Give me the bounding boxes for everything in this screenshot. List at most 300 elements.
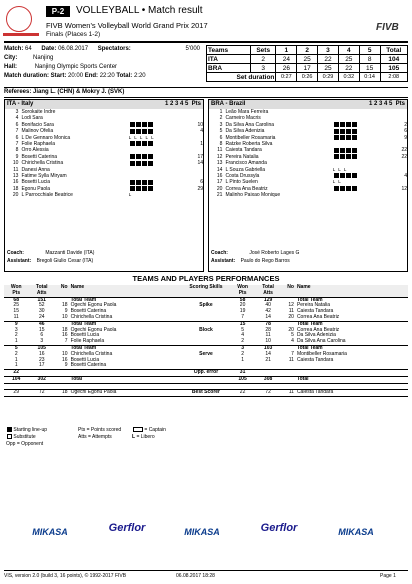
set-marker bbox=[334, 129, 339, 134]
set-marker bbox=[148, 122, 153, 127]
perf-cell: 16 bbox=[62, 332, 68, 339]
player-name: Malinov Ofelia bbox=[21, 128, 54, 135]
player-number: 11 bbox=[217, 147, 223, 154]
set-marker bbox=[334, 154, 339, 159]
set-marker bbox=[130, 180, 135, 185]
pts-header: Pts bbox=[395, 101, 405, 107]
perf-cell: Ogechi Egonu Paola bbox=[70, 388, 117, 395]
score-cell: 26 bbox=[276, 64, 297, 73]
perf-cell: 3 bbox=[241, 344, 244, 351]
perf-cell: 2 bbox=[14, 350, 18, 357]
footer-page: Page 1 bbox=[380, 573, 396, 579]
perf-cell: 4 bbox=[291, 338, 294, 345]
set-marker bbox=[148, 141, 153, 146]
set-marker bbox=[130, 186, 135, 191]
set-marker bbox=[142, 180, 147, 185]
perf-cell: 72 bbox=[265, 388, 271, 395]
player-sets: L L L L L bbox=[128, 134, 155, 140]
perf-cell: 11 bbox=[288, 356, 294, 363]
player-name: Malinho Paixao Monique bbox=[225, 192, 281, 199]
perf-cell: 22 bbox=[13, 369, 19, 376]
perf-cell: 20 bbox=[288, 326, 294, 333]
perf-cell: 21 bbox=[265, 356, 271, 363]
perf-cell: Bosetti Lucia bbox=[70, 332, 100, 339]
score-header-cell: 2 bbox=[297, 46, 318, 55]
set-marker bbox=[352, 148, 357, 153]
match-info: Match: 64 Date: 06.08.2017 Spectators: 5'000 City: Nanjing Hall: Nanjing Olympic Sports Center Match duration: Start: 20:00 End: 22:20 Total: 2:20 bbox=[4, 46, 200, 79]
perf-cell: 78 bbox=[265, 320, 271, 327]
captain-swatch bbox=[133, 427, 143, 432]
perf-cell bbox=[281, 376, 297, 383]
set-marker bbox=[130, 122, 135, 127]
perf-cell: 7 bbox=[291, 350, 294, 357]
player-name: Bosetti Lucia bbox=[21, 179, 51, 186]
player-number: 13 bbox=[12, 173, 19, 180]
score-header-cell: 4 bbox=[338, 46, 359, 55]
player-points: 9 bbox=[404, 134, 407, 141]
perf-skill: Serve bbox=[199, 350, 213, 357]
perf-cell bbox=[71, 370, 182, 377]
player-name: Costa Drussyla bbox=[225, 173, 260, 180]
perf-cell: 2 bbox=[241, 350, 244, 357]
footer-date: 06.08.2017 18:28 bbox=[176, 573, 215, 579]
player-name: Bonifacio Sara bbox=[21, 121, 54, 128]
perf-cell: 24 bbox=[38, 313, 45, 320]
perf-cell: 105 bbox=[238, 375, 247, 382]
info-rule bbox=[4, 87, 408, 88]
referees: Referees: Jiang L. (CHN) & Mokry J. (SVK) bbox=[4, 89, 125, 95]
perf-cell: 23 bbox=[38, 356, 45, 363]
header-rule bbox=[4, 41, 408, 43]
score-cell: 25 bbox=[297, 55, 318, 64]
set-duration-cell: 0:26 bbox=[297, 73, 318, 82]
perf-cell: 4 bbox=[241, 332, 244, 339]
player-number: 1 bbox=[219, 109, 223, 115]
perf-cell: Bosetti Caterina bbox=[70, 308, 107, 315]
set-marker bbox=[340, 122, 345, 127]
set-marker bbox=[346, 148, 351, 153]
player-name: Carneiro Macris bbox=[225, 115, 261, 122]
set-duration-cell: 0:14 bbox=[359, 73, 380, 82]
perf-cell: 6 bbox=[40, 332, 44, 339]
set-marker bbox=[334, 173, 339, 178]
legend: Starting line-up Pts = Points scored = Captain Substitute Atts = Attempts L = Libero Opp = Opponent bbox=[6, 427, 166, 447]
score-cell: 104 bbox=[380, 55, 407, 64]
perf-cell: 25 bbox=[13, 302, 19, 309]
set-marker bbox=[148, 154, 153, 159]
perf-cell: Total Team bbox=[296, 296, 323, 303]
player-name: Pereira Natalia bbox=[225, 153, 259, 160]
player-number: 7 bbox=[15, 128, 19, 135]
score-header-cell: 3 bbox=[318, 46, 339, 55]
roster-ita: ITA - Italy 1 2 3 4 5 Pts 3 Sorokaite Indre 4 Lodi Sara 6 Bonifacio Sara 10 7 Malinov Ofelia 4 6 L De Gennaro Monica L L L L L 7 Folie Raphaela 1 8 Orro Alessia 9 Bosetti Caterina 17 10 Chirichella Cristina 14 11 Danesi Anna 13 Fatime Sylla Miryam 16 Bosetti Lucia 6 18 Egonu Paola 29 20 L Parrocchiale Beatrice L Coach: Mazzanti Davide (ITA) Assistant: Bregoli Giulio Cesar (ITA) bbox=[4, 99, 204, 272]
score-cell: 3 bbox=[251, 64, 276, 73]
competition: FIVB Women's Volleyball World Grand Prix 2017 bbox=[46, 21, 208, 30]
perf-cell: 11 bbox=[288, 388, 294, 395]
player-name: Correa Ana Beatriz bbox=[225, 185, 268, 192]
sets-header: 1 2 3 4 5 bbox=[164, 101, 189, 107]
sponsor-gerflor-1: Gerflor bbox=[108, 522, 146, 534]
set-marker bbox=[142, 122, 147, 127]
perf-cell: Ogechi Egonu Paola bbox=[70, 326, 117, 333]
perf-cell: 1 bbox=[14, 362, 18, 369]
perf-cell: 10 bbox=[62, 350, 68, 357]
perf-cell: Caiesta Tandara bbox=[296, 388, 334, 395]
perf-cell: 5 bbox=[291, 332, 294, 339]
player-number: 8 bbox=[15, 147, 19, 154]
score-cell: 25 bbox=[318, 64, 339, 73]
footer-version: VIS, version 2.0 (build 3, 16 points), © 1992-2017 FIVB bbox=[4, 573, 127, 579]
perf-cell: No bbox=[60, 284, 68, 290]
player-number: 12 bbox=[216, 153, 223, 160]
perf-skill: Block bbox=[199, 326, 213, 333]
substitute-swatch bbox=[7, 434, 12, 439]
perf-cell: 29 bbox=[13, 388, 19, 395]
player-points: 1 bbox=[200, 141, 203, 148]
perf-cell: Total Team bbox=[296, 344, 323, 351]
set-marker bbox=[352, 129, 357, 134]
perf-cell: Pts bbox=[12, 289, 21, 296]
set-marker bbox=[136, 161, 141, 166]
set-marker bbox=[346, 122, 351, 127]
referees-rule bbox=[4, 97, 408, 98]
set-duration-cell: 2:08 bbox=[380, 73, 407, 82]
player-points: 6 bbox=[404, 128, 407, 135]
player-points: 10 bbox=[197, 121, 203, 128]
player-name: L Pinto Suelen bbox=[225, 179, 258, 186]
set-marker bbox=[352, 122, 357, 127]
perf-cell: 46 bbox=[38, 320, 45, 327]
player-name: Danesi Anna bbox=[21, 166, 50, 173]
perf-cell: 12 bbox=[288, 302, 294, 309]
perf-cell: 5 bbox=[241, 326, 244, 333]
perf-cell: Pts bbox=[238, 289, 247, 296]
perf-cell: 18 bbox=[62, 326, 68, 333]
player-name: Da Silva Ana Carolina bbox=[225, 121, 275, 128]
perf-cell: Won bbox=[10, 284, 22, 290]
set-marker bbox=[340, 135, 345, 140]
player-number: 6 bbox=[15, 121, 19, 128]
player-name: Francisco Amanda bbox=[225, 160, 267, 167]
set-marker bbox=[352, 135, 357, 140]
set-marker bbox=[340, 186, 345, 191]
player-points: 4 bbox=[200, 128, 203, 135]
score-header-cell: 1 bbox=[276, 46, 297, 55]
score-cell: 15 bbox=[359, 64, 380, 73]
perf-cell: 2 bbox=[14, 332, 18, 339]
perf-cell: Caiesta Tandara bbox=[296, 356, 334, 363]
perf-cell: 14 bbox=[265, 350, 271, 357]
player-number: 18 bbox=[12, 185, 19, 192]
perf-cell: Total bbox=[35, 284, 48, 290]
set-marker bbox=[136, 180, 141, 185]
page-title: VOLLEYBALL • Match result bbox=[76, 5, 203, 16]
set-marker bbox=[334, 148, 339, 153]
player-number: 2 bbox=[219, 115, 223, 122]
player-points: 12 bbox=[401, 185, 407, 192]
set-marker bbox=[352, 186, 357, 191]
perf-cell: 104 bbox=[12, 375, 21, 382]
perf-cell: 15 bbox=[239, 320, 246, 327]
player-number: 10 bbox=[12, 160, 19, 167]
player-points bbox=[184, 192, 203, 198]
player-number: 5 bbox=[219, 128, 223, 135]
perf-cell: 129 bbox=[263, 296, 273, 303]
perf-cell bbox=[281, 370, 297, 377]
set-duration-cell: 0:27 bbox=[276, 73, 297, 82]
perf-skill: Scoring Skills bbox=[189, 284, 223, 290]
perf-cell: 31 bbox=[239, 369, 246, 376]
perf-cell: 151 bbox=[37, 296, 46, 303]
player-sets bbox=[333, 192, 389, 198]
set-marker bbox=[130, 154, 135, 159]
perf-cell: Total bbox=[70, 375, 83, 382]
set-marker bbox=[346, 173, 351, 178]
perf-cell: 11 bbox=[13, 313, 19, 320]
perf-cell: 17 bbox=[38, 362, 45, 369]
perf-cell: 58 bbox=[239, 296, 246, 303]
perf-cell: 20 bbox=[288, 313, 294, 320]
perf-cell: Bosetti Lucia bbox=[70, 356, 100, 363]
footer-rule bbox=[4, 570, 408, 571]
score-cell: 8 bbox=[359, 55, 380, 64]
set-marker bbox=[340, 173, 345, 178]
player-number: 14 bbox=[216, 166, 223, 173]
player-sets: L L bbox=[332, 179, 342, 185]
score-header-cell: Sets bbox=[251, 46, 276, 55]
perf-cell: Chirichella Cristina bbox=[70, 313, 113, 320]
player-number: 7 bbox=[15, 141, 19, 148]
perf-cell: 1 bbox=[14, 338, 18, 345]
sponsor-mikasa-3: MIKASA bbox=[338, 527, 374, 537]
perf-cell: Da Silva Ana Carolina bbox=[296, 338, 346, 345]
perf-cell: 103 bbox=[263, 344, 273, 351]
pts-header: Pts bbox=[191, 101, 201, 107]
perf-cell: 16 bbox=[38, 350, 45, 357]
set-marker bbox=[130, 141, 135, 146]
page-code: P-2 bbox=[46, 6, 70, 17]
player-name: Caiesta Tandara bbox=[225, 147, 262, 154]
score-cell: 25 bbox=[338, 55, 359, 64]
perf-skill bbox=[182, 376, 231, 383]
perf-cell: 2 bbox=[241, 338, 244, 345]
perf-cell: 10 bbox=[265, 338, 271, 345]
perf-cell: 18 bbox=[62, 302, 68, 309]
perf-skill: Opp. error bbox=[193, 369, 219, 376]
best-scorer-row bbox=[4, 389, 408, 396]
player-points: 22 bbox=[401, 147, 407, 154]
set-marker bbox=[352, 173, 357, 178]
player-number: 4 bbox=[15, 115, 19, 122]
set-marker bbox=[340, 129, 345, 134]
player-number: 3 bbox=[219, 121, 223, 128]
set-marker bbox=[142, 186, 147, 191]
set-marker bbox=[148, 180, 153, 185]
player-number: 13 bbox=[216, 160, 223, 167]
score-cell: 22 bbox=[318, 55, 339, 64]
player-name: Montibeller Rosamaria bbox=[225, 134, 276, 141]
player-sets: L bbox=[128, 192, 133, 198]
player-name: Folie Raphaela bbox=[21, 141, 56, 148]
set-marker bbox=[142, 154, 147, 159]
set-marker bbox=[334, 135, 339, 140]
perf-cell: 7 bbox=[64, 338, 68, 345]
player-points: 17 bbox=[197, 153, 203, 160]
score-cell: 22 bbox=[338, 64, 359, 73]
perf-cell: 9 bbox=[14, 320, 18, 327]
sets-header: 1 2 3 4 5 bbox=[368, 101, 393, 107]
perf-cell: 105 bbox=[37, 344, 46, 351]
perf-cell: 11 bbox=[265, 332, 271, 339]
perf-cell: 18 bbox=[62, 388, 68, 395]
roster-bra: BRA - Brazil 1 2 3 4 5 Pts 1 Leão Mara Ferreira 2 Carneiro Macris 3 Da Silva Ana Carolina 2 5 Da Silva Adenizia 6 6 Montibeller Rosamaria 9 8 Ratzke Roberta Silva 11 Caiesta Tandara 22 12 Pereira Natalia 22 13 Francisco Amanda 14 L Souza Gabriella L L L 16 Costa Drussyla 4 17 L Pinto Suelen L L 20 Correa Ana Beatriz 12 21 Malinho Paixao Monique Coach: José Roberto Lages G Assistant: Paulo do Rego Barros bbox=[208, 99, 408, 272]
perf-cell: 19 bbox=[239, 308, 246, 315]
set-duration-cell: 0:32 bbox=[338, 73, 359, 82]
set-marker bbox=[148, 186, 153, 191]
player-name: Fatime Sylla Miryam bbox=[21, 173, 67, 180]
player-number: 16 bbox=[216, 173, 223, 180]
set-marker bbox=[136, 186, 141, 191]
player-name: Ratzke Roberta Silva bbox=[225, 141, 273, 148]
set-marker bbox=[346, 154, 351, 159]
perf-cell: No bbox=[287, 284, 294, 290]
player-points: 14 bbox=[197, 160, 203, 167]
perf-cell: 14 bbox=[265, 313, 271, 320]
perf-cell: 16 bbox=[62, 356, 68, 363]
perf-cell bbox=[55, 370, 71, 377]
player-points: 2 bbox=[404, 121, 407, 128]
set-marker bbox=[334, 186, 339, 191]
perf-cell: 40 bbox=[265, 302, 271, 309]
set-marker bbox=[136, 154, 141, 159]
perf-cell: 11 bbox=[288, 308, 294, 315]
total-row bbox=[4, 376, 408, 383]
perf-cell: 3 bbox=[40, 338, 44, 345]
player-points: 22 bbox=[401, 153, 407, 160]
player-name: Lodi Sara bbox=[21, 115, 43, 122]
player-points: 29 bbox=[197, 185, 203, 192]
perf-cell: Total bbox=[296, 375, 309, 382]
set-marker bbox=[148, 161, 153, 166]
perf-cell: 1 bbox=[14, 356, 18, 363]
perf-cell: Won bbox=[237, 284, 248, 290]
perf-cell: 52 bbox=[38, 302, 45, 309]
set-marker bbox=[142, 141, 147, 146]
player-number: 3 bbox=[15, 109, 19, 115]
score-header-cell: Total bbox=[380, 46, 407, 55]
player-sets: L L L bbox=[332, 166, 348, 172]
sponsor-gerflor-2: Gerflor bbox=[260, 522, 298, 534]
perf-cell: Ogechi Egonu Paola bbox=[70, 302, 117, 309]
player-name: L Souza Gabriella bbox=[225, 166, 265, 173]
set-marker bbox=[340, 148, 345, 153]
perf-cell: 3 bbox=[14, 326, 18, 333]
perf-cell: Total Team bbox=[70, 296, 97, 303]
team-code: BRA bbox=[207, 64, 251, 73]
player-number: 11 bbox=[13, 166, 19, 173]
player-name: Bosetti Caterina bbox=[21, 153, 58, 160]
perf-skill: Spike bbox=[199, 302, 213, 309]
perf-cell: Correa Ana Beatriz bbox=[296, 313, 340, 320]
starter-swatch bbox=[7, 427, 12, 432]
set-marker bbox=[130, 161, 135, 166]
perf-cell: Montibeller Rosamaria bbox=[296, 350, 347, 357]
player-number: 20 bbox=[216, 185, 223, 192]
perf-cell: 1 bbox=[241, 356, 244, 363]
score-cell: 24 bbox=[276, 55, 297, 64]
perf-cell: Chirichella Cristina bbox=[70, 350, 113, 357]
set-marker bbox=[136, 141, 141, 146]
player-number: 20 bbox=[12, 192, 19, 199]
perf-cell: Name bbox=[70, 284, 85, 290]
roster-bra-title: BRA - Brazil bbox=[211, 101, 246, 107]
perf-cell: Total Team bbox=[70, 344, 97, 351]
fivb-logo: FIVB bbox=[376, 22, 399, 33]
set-marker bbox=[340, 154, 345, 159]
perf-cell: 28 bbox=[265, 326, 271, 333]
set-marker bbox=[130, 129, 135, 134]
perf-title: TEAMS AND PLAYERS PERFORMANCES bbox=[132, 274, 280, 283]
perf-cell: 308 bbox=[263, 375, 273, 382]
perf-cell: 72 bbox=[38, 388, 45, 395]
perf-cell: Atts bbox=[36, 289, 47, 296]
logo-caption bbox=[3, 33, 39, 36]
player-number: 21 bbox=[216, 192, 223, 199]
roster-row bbox=[211, 192, 407, 198]
player-number: 9 bbox=[15, 153, 19, 160]
perf-skill: Best Scorer bbox=[191, 388, 220, 395]
player-points bbox=[388, 192, 407, 198]
player-name: L De Gennaro Monica bbox=[21, 134, 71, 141]
perf-cell: Caiesta Tandara bbox=[296, 308, 334, 315]
perf-cell: 9 bbox=[64, 362, 68, 369]
score-cell: 17 bbox=[297, 64, 318, 73]
player-name: L Parrocchiale Beatrice bbox=[21, 192, 73, 199]
perf-cell: Total Team bbox=[296, 320, 323, 327]
set-marker bbox=[142, 161, 147, 166]
perf-cell: 15 bbox=[13, 308, 19, 315]
performance-table bbox=[4, 285, 408, 397]
player-points: 6 bbox=[200, 179, 203, 186]
player-number: 6 bbox=[15, 134, 19, 141]
perf-cell: 42 bbox=[265, 308, 271, 315]
perf-cell: Folie Raphaela bbox=[70, 338, 105, 345]
player-name: Chirichella Cristina bbox=[21, 160, 64, 167]
roster-ita-title: ITA - Italy bbox=[7, 101, 34, 107]
set-marker bbox=[136, 122, 141, 127]
score-header-cell: 5 bbox=[359, 46, 380, 55]
perf-cell: Bosetti Caterina bbox=[70, 362, 107, 369]
set-marker bbox=[346, 186, 351, 191]
score-cell: 105 bbox=[380, 64, 407, 73]
opp-error-row bbox=[4, 370, 408, 377]
score-header-cell: Teams bbox=[207, 46, 251, 55]
player-name: Da Silva Adenizia bbox=[225, 128, 265, 135]
perf-cell: 68 bbox=[13, 296, 19, 303]
player-name: Leão Mara Ferreira bbox=[225, 109, 269, 115]
perf-cell: Pereira Natalia bbox=[296, 302, 331, 309]
perf-cell: Total bbox=[262, 284, 274, 290]
set-duration-cell: 0:29 bbox=[318, 73, 339, 82]
phase: Finals (Places 1-2) bbox=[46, 31, 101, 38]
player-number: 17 bbox=[216, 179, 223, 186]
player-name: Orro Alessia bbox=[21, 147, 49, 154]
perf-cell: 22 bbox=[239, 388, 246, 395]
perf-cell: 30 bbox=[38, 308, 45, 315]
perf-cell: Total Team bbox=[70, 320, 97, 327]
perf-cell bbox=[297, 370, 408, 377]
player-name: Egonu Paola bbox=[21, 185, 51, 192]
